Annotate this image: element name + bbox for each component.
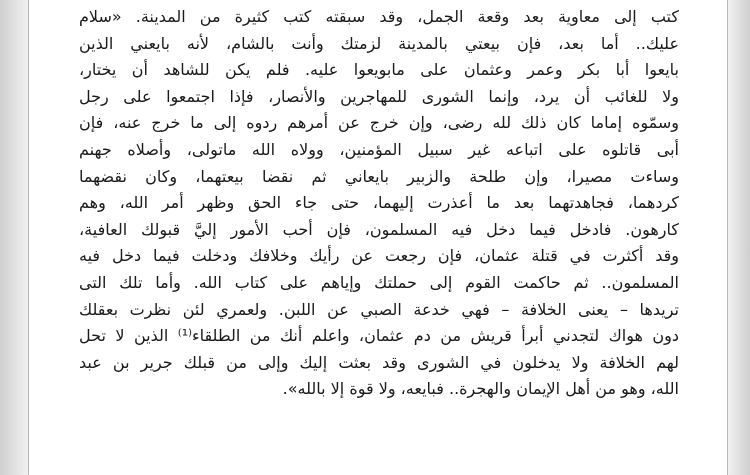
- text-line: كتب إلى معاوية بعد وقعة الجمل، وقد سبقته كتب كثيرة من المدينة. «سلام: [79, 7, 679, 26]
- text-line: كردهما، فجاهدتهما بعد ما أعذرت إليهما، حتى جاء الحق وظهر أمر الله، وهم: [79, 193, 679, 213]
- left-page-edge: [0, 0, 28, 475]
- document-page: [28, 0, 728, 475]
- right-page-edge: [728, 0, 750, 475]
- text-line: لهم الخلافة ولا يدخلون في الشورى وقد بعثت إليك وإلى من قبلك جرير بن عبد: [79, 352, 679, 372]
- document-body: [79, 4, 679, 403]
- text-line: دون هواك لتجدني أبرأ قريش من دم عثمان، واعلم أنك من الطلقاء⁽¹⁾ الذين لا تحل: [79, 326, 679, 346]
- text-line: بايعوا أبا بكر وعمر وعثمان على مابويعوا عليه. فلم يكن للشاهد أن يختار،: [79, 60, 679, 80]
- text-line: وسمّوه إماما كان ذلك لله رضى، وإن خرج عن أمرهم ردوه إلى ما خرج عنه، فإن: [79, 113, 679, 133]
- text-line: أبى قاتلوه على اتباعه غير سبيل المؤمنين، وولاه الله ماتولى، وأصلاه جهنم: [79, 139, 679, 159]
- text-line: المسلمون.. ثم حاكمت القوم إلى حملتك وإياهم على كتاب الله. وأما تلك التى: [79, 272, 679, 292]
- text-line: تريدها – يعنى الخلافة – فهي خدعة الصبي عن اللبن. ولعمري لئن نظرت بعقلك: [79, 299, 679, 319]
- text-line: الله، وهو من أهل الإيمان والهجرة.. فبايعه، ولا قوة إلا بالله».: [282, 379, 679, 399]
- text-line: وساءت مصيرا، وإن طلحة والزبير بايعاني ثم نقضا بيعتهما، وكان نقضهما: [79, 166, 679, 186]
- text-line: ولا للغائب أن يرد، وإنما الشورى للمهاجرين والأنصار، فإذا اجتمعوا على رجل: [79, 86, 679, 106]
- text-line: وقد أكثرت في قتلة عثمان، فإن رجعت عن رأيك وخلافك ودخلت فيما دخل فيه: [79, 246, 679, 266]
- text-line: كارهون. فادخل فيما دخل فيه المسلمون، فإن أحب الأمور إليَّ قبولك العافية،: [79, 219, 679, 239]
- text-line: عليك.. أما بعد، فإن بيعتي بالمدينة لزمتك وأنت بالشام، لأنه بايعني الذين: [79, 33, 679, 53]
